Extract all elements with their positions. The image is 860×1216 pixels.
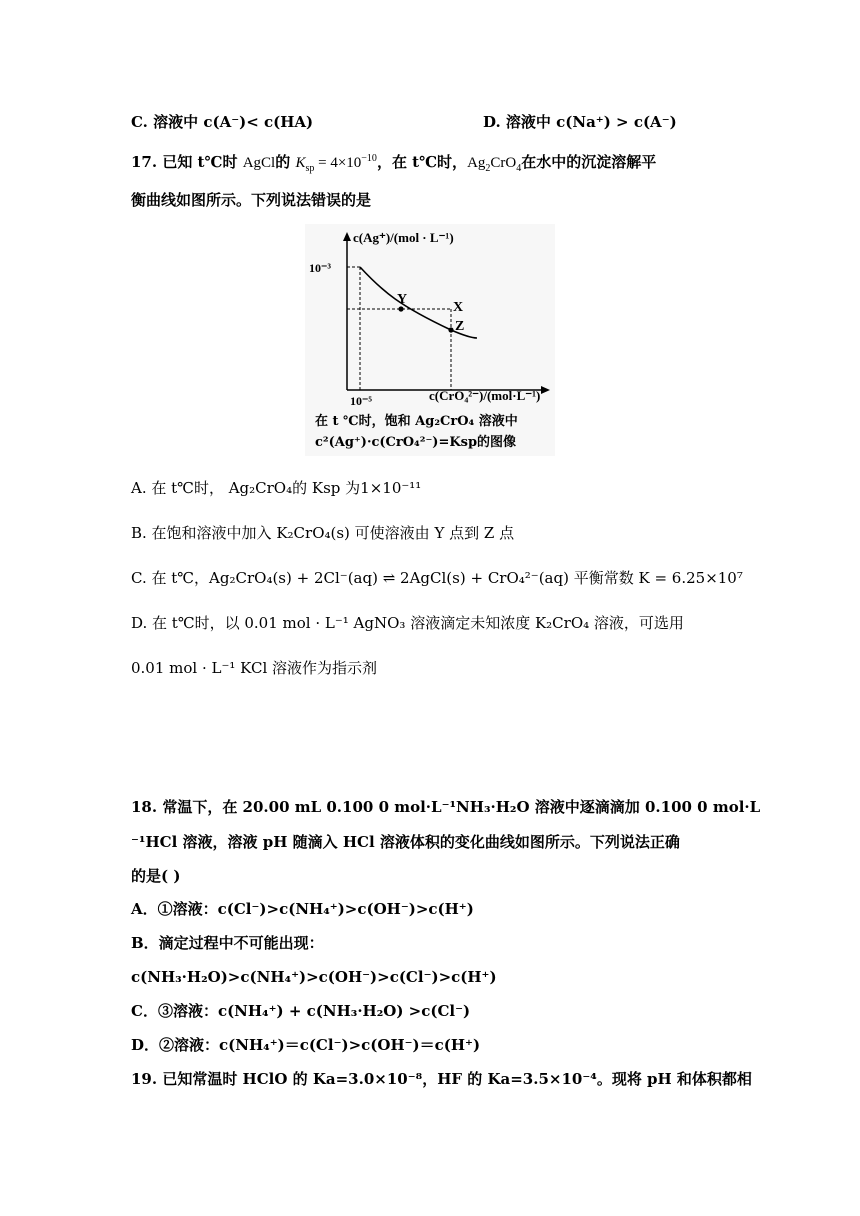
q19-stem-line1: 19. 已知常温时 HClO 的 Ka=3.0×10⁻⁸，HF 的 Ka=3.5×10⁻⁴。现将 pH 和体积都相 (131, 1070, 752, 1088)
q17-figure (305, 224, 555, 456)
q18-option-c: C．③溶液：c(NH₄⁺) + c(NH₃·H₂O) >c(Cl⁻) (131, 1002, 471, 1020)
q17-stem-line1: 17. 已知 t℃时 AgCl的 $K_{sp} = 4\times 10^{-10}$，在 t℃时，$Ag_2CrO_4$在水中的沉淀溶解平 (131, 153, 657, 174)
q17-option-b: B. 在饱和溶液中加入 K₂CrO₄(s) 可使溶液由 Y 点到 Z 点 (131, 524, 515, 542)
y-axis-label: c(Ag⁺)/(mol · L⁻¹) (353, 230, 454, 245)
q18-stem-line3: 的是( ) (131, 867, 181, 885)
q18-stem-line1: 18. 常温下，在 20.00 mL 0.100 0 mol·L⁻¹NH₃·H₂O 溶液中逐滴滴加 0.100 0 mol·L (131, 798, 761, 816)
y-tick-label: 10⁻³ (309, 261, 331, 275)
option-d-prev: D. 溶液中 c(Na⁺) > c(A⁻) (483, 113, 677, 131)
point-y-label: Y (397, 292, 408, 307)
x-axis-label: c(CrO₄²⁻)/(mol·L⁻¹) (429, 388, 541, 403)
q18-option-b-line1: B．滴定过程中不可能出现： (131, 934, 324, 952)
point-z-label: Z (455, 319, 465, 334)
q17-option-a: A. 在 t℃时， Ag₂CrO₄的 Ksp 为1×10⁻¹¹ (131, 479, 422, 497)
q18-stem-line2: ⁻¹HCl 溶液，溶液 pH 随滴入 HCl 溶液体积的变化曲线如图所示。下列说法正确 (131, 833, 680, 851)
x-tick-label: 10⁻⁵ (350, 394, 372, 408)
option-c-prev: C. 溶液中 c(A⁻)< c(HA) (131, 113, 314, 131)
point-y-marker (398, 306, 403, 311)
q17-option-d-line1: D. 在 t℃时，以 0.01 mol · L⁻¹ AgNO₃ 溶液滴定未知浓度 K₂CrO₄ 溶液，可选用 (131, 614, 684, 632)
q17-option-d-line2: 0.01 mol · L⁻¹ KCl 溶液作为指示剂 (131, 659, 378, 677)
q17-stem-line2: 衡曲线如图所示。下列说法错误的是 (131, 191, 372, 209)
figure-caption-line2: c²(Ag⁺)·c(CrO₄²⁻)=Ksp的图像 (315, 435, 517, 450)
figure-caption-line1: 在 t ℃时，饱和 Ag₂CrO₄ 溶液中 (315, 414, 518, 429)
point-z-marker (448, 327, 453, 332)
point-x-label: X (453, 300, 464, 315)
q18-option-a: A．①溶液：c(Cl⁻)>c(NH₄⁺)>c(OH⁻)>c(H⁺) (131, 900, 474, 918)
q18-option-d: D．②溶液：c(NH₄⁺)＝c(Cl⁻)>c(OH⁻)＝c(H⁺) (131, 1036, 481, 1054)
q17-option-c: C. 在 t℃，Ag₂CrO₄(s) + 2Cl⁻(aq) ⇌ 2AgCl(s) + CrO₄²⁻(aq) 平衡常数 K = 6.25×10⁷ (131, 569, 743, 587)
q18-option-b-line2: c(NH₃·H₂O)>c(NH₄⁺)>c(OH⁻)>c(Cl⁻)>c(H⁺) (131, 968, 497, 986)
